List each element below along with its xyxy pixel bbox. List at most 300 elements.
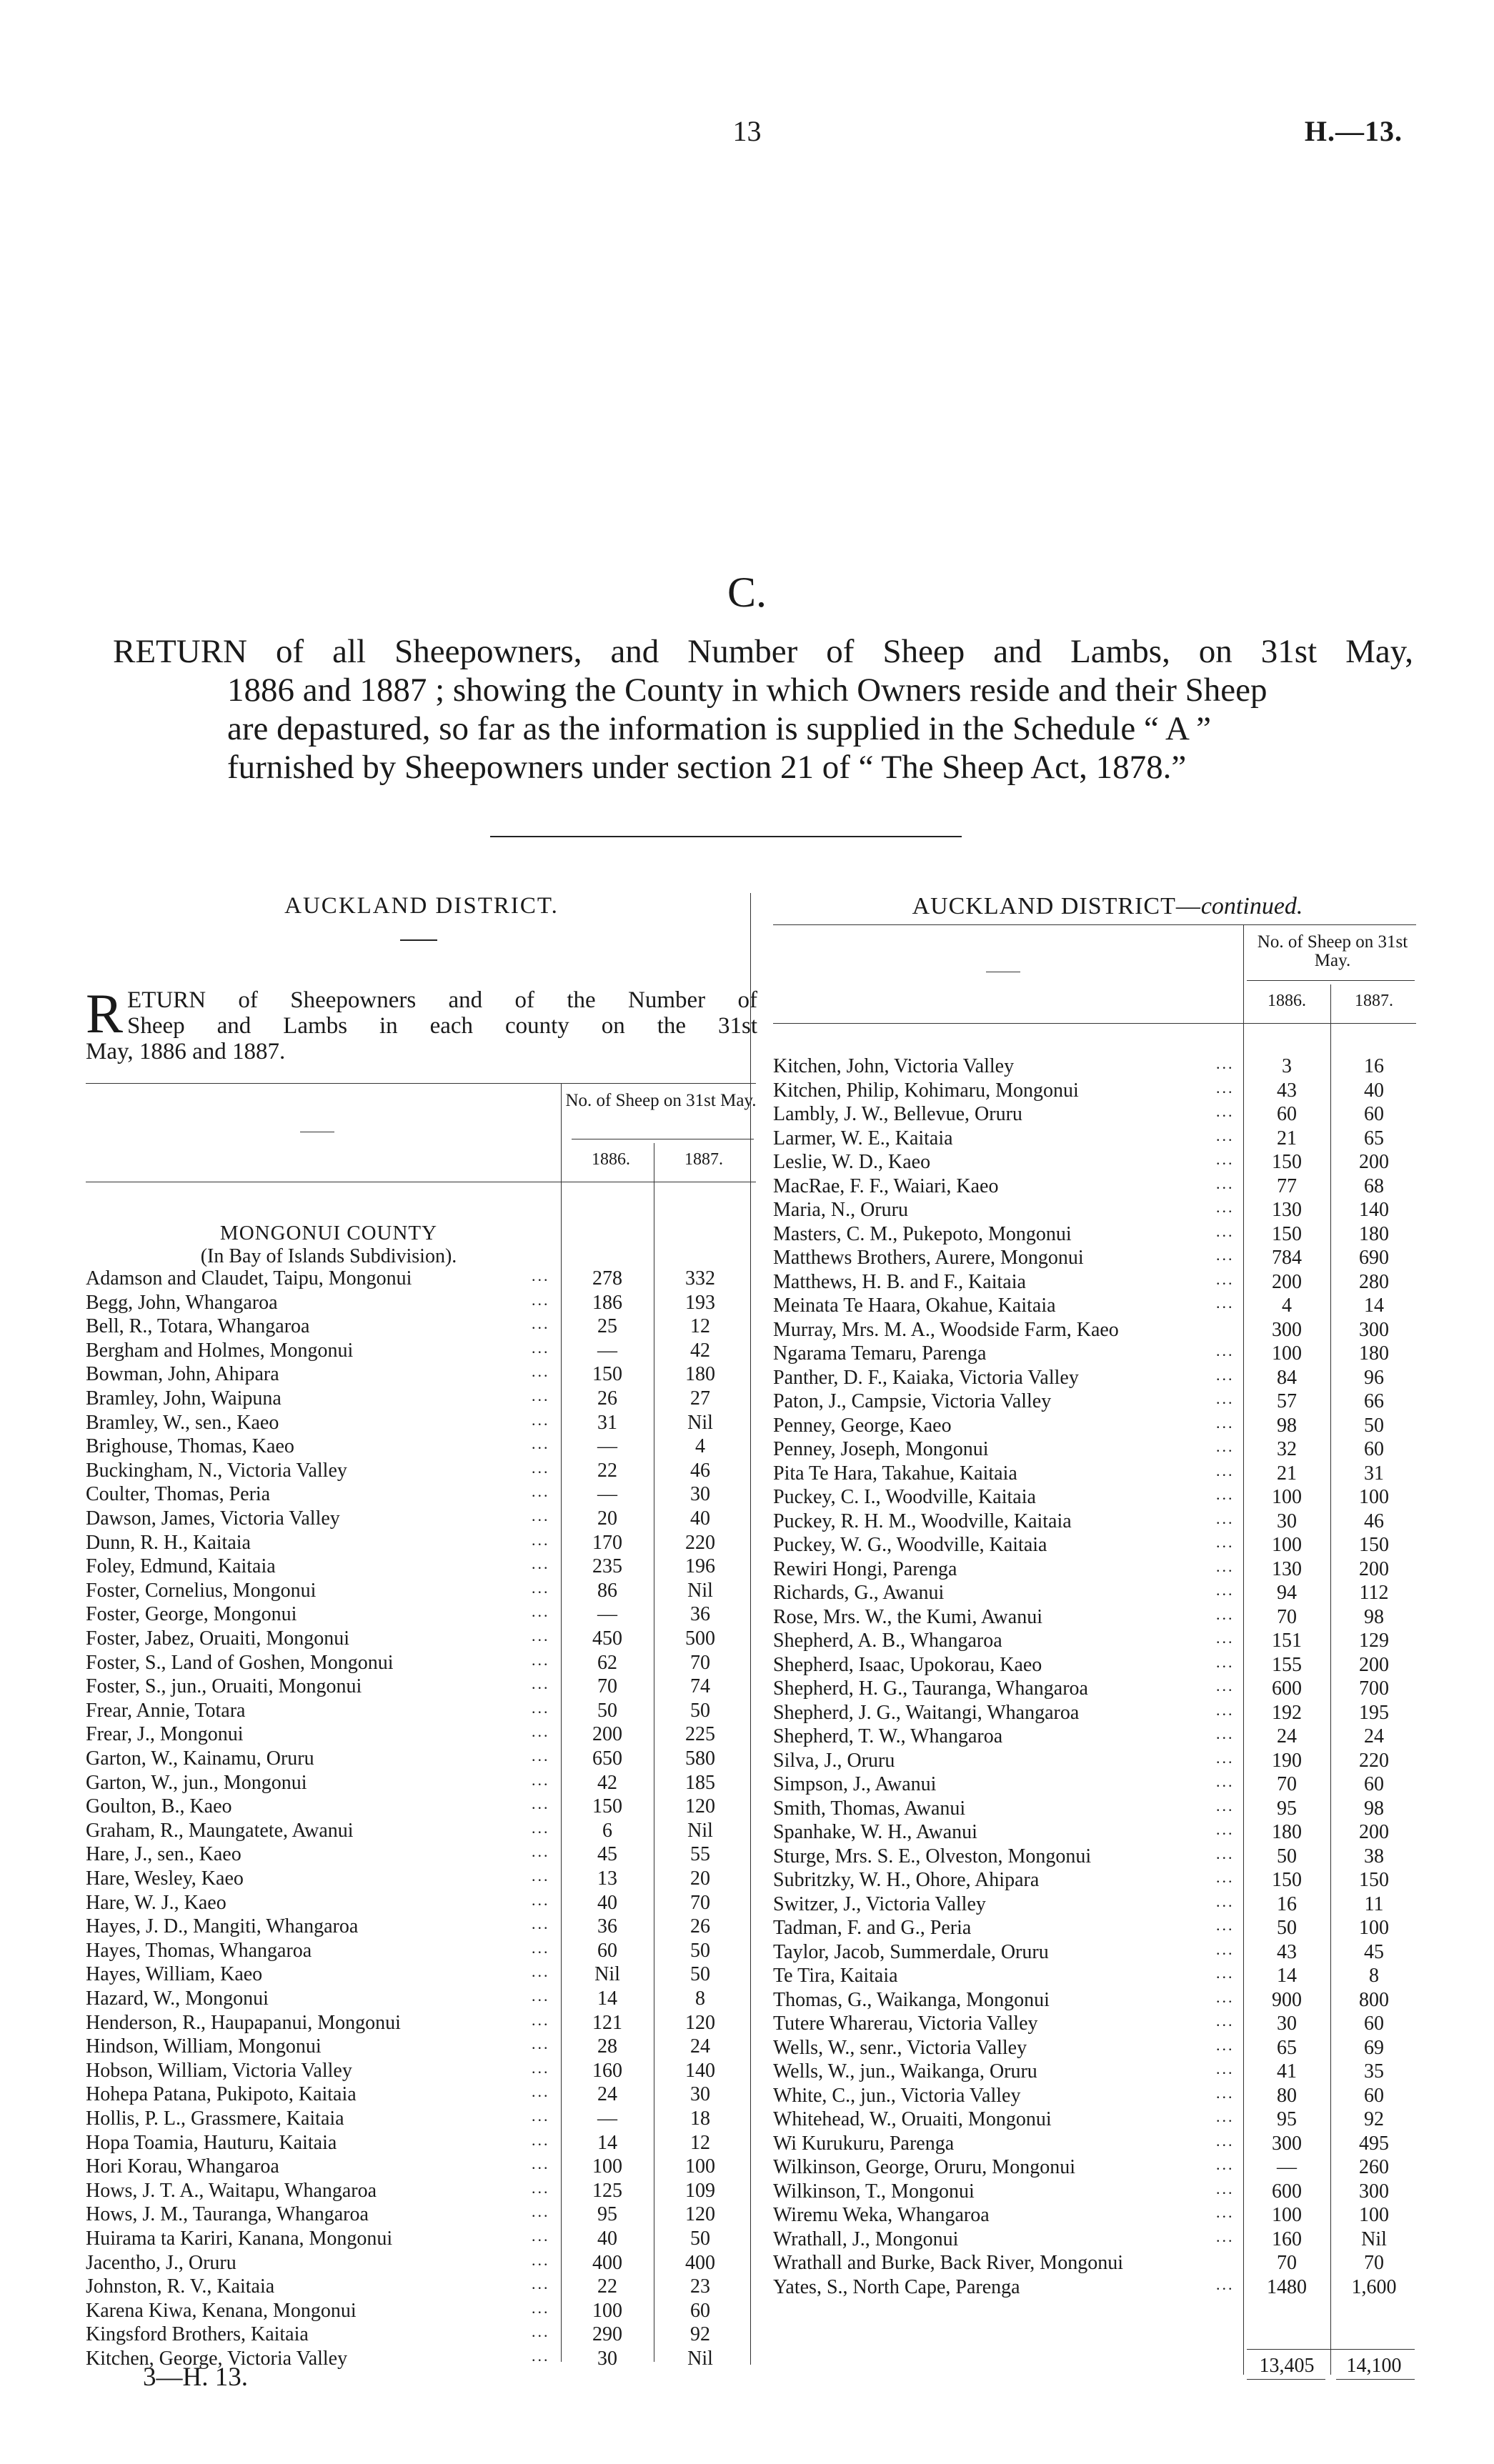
heading-rule bbox=[400, 939, 437, 941]
sheep-1887-value: 220 bbox=[685, 1531, 715, 1554]
table-row bbox=[773, 1390, 1420, 1414]
leader-dots: ... bbox=[1216, 1581, 1235, 1599]
sheep-1886-value: 50 bbox=[1277, 1845, 1297, 1867]
owner-name: Coulter, Thomas, Peria bbox=[86, 1483, 271, 1506]
title-line: are depastured, so far as the information is supplied in the Schedule “ A ” bbox=[227, 710, 1211, 747]
sheep-1886-value: 86 bbox=[597, 1579, 617, 1602]
sheep-1886-value: 130 bbox=[1272, 1199, 1302, 1221]
leader-dots: ... bbox=[1216, 1964, 1235, 1982]
leader-dots: ... bbox=[532, 2178, 550, 2197]
table-row bbox=[86, 1267, 757, 1291]
heading-italic: continued. bbox=[1200, 893, 1303, 919]
intro-line: ETURN of Sheepowners and of the Number of bbox=[127, 987, 757, 1013]
table-row bbox=[773, 1127, 1420, 1151]
sheep-1887-value: 50 bbox=[690, 1963, 710, 1986]
sheep-1887-value: 580 bbox=[685, 1747, 715, 1770]
table-row bbox=[86, 1962, 757, 1987]
sheep-1886-value: 300 bbox=[1272, 2132, 1302, 2155]
sheep-1887-value: 8 bbox=[1369, 1965, 1379, 1987]
owner-name: Hayes, Thomas, Whangaroa bbox=[86, 1939, 312, 1962]
sheep-1887-value: 74 bbox=[690, 1675, 710, 1698]
leader-dots: ... bbox=[532, 2347, 550, 2365]
leader-dots: ... bbox=[532, 1962, 550, 1981]
table-row bbox=[773, 1820, 1420, 1845]
leader-dots: ... bbox=[532, 2035, 550, 2053]
table-row bbox=[773, 1342, 1420, 1366]
table-row bbox=[86, 1387, 757, 1411]
leader-dots: ... bbox=[1216, 1485, 1235, 1503]
owner-name: Shepherd, J. G., Waitangi, Whangaroa bbox=[773, 1701, 1080, 1724]
leader-dots: ... bbox=[1216, 2131, 1235, 2150]
table-row bbox=[86, 1435, 757, 1459]
owner-name: Thomas, G., Waikanga, Mongonui bbox=[773, 1988, 1050, 2011]
table-row bbox=[773, 1079, 1420, 1103]
leader-dots: ... bbox=[532, 1818, 550, 1837]
sheep-1887-value: 60 bbox=[1364, 1438, 1384, 1460]
sheep-1886-value: 77 bbox=[1277, 1174, 1297, 1197]
drop-cap: R bbox=[86, 982, 124, 1044]
sheep-1887-value: 16 bbox=[1364, 1055, 1384, 1077]
sheep-1886-value: 50 bbox=[1277, 1917, 1297, 1939]
table-row bbox=[773, 1222, 1420, 1247]
table-row bbox=[86, 1675, 757, 1699]
owner-name: Hows, J. M., Tauranga, Whangaroa bbox=[86, 2203, 369, 2226]
total-1887: 14,100 bbox=[1346, 2355, 1402, 2377]
sheep-1887-value: 112 bbox=[1359, 1582, 1389, 1604]
owner-name: Foster, Cornelius, Mongonui bbox=[86, 1579, 317, 1602]
title-line: furnished by Sheepowners under section 21 of “ The Sheep Act, 1878.” bbox=[227, 749, 1187, 786]
sheep-1887-value: 140 bbox=[685, 2059, 715, 2082]
table-row bbox=[773, 2155, 1420, 2180]
sheep-1887-value: 120 bbox=[685, 2203, 715, 2226]
owner-name: Graham, R., Maungatete, Awanui bbox=[86, 1819, 354, 1842]
owner-name: Hohepa Patana, Pukipoto, Kaitaia bbox=[86, 2083, 357, 2106]
leader-dots: ... bbox=[1216, 1365, 1235, 1384]
table-row bbox=[86, 1891, 757, 1915]
table-row bbox=[773, 1653, 1420, 1677]
owner-name: Taylor, Jacob, Summerdale, Oruru bbox=[773, 1940, 1049, 1963]
leader-dots: ... bbox=[532, 1555, 550, 1573]
sheep-1886-value: 60 bbox=[1277, 1103, 1297, 1125]
owner-name: Brighouse, Thomas, Kaeo bbox=[86, 1435, 294, 1458]
subdivision-heading: (In Bay of Islands Subdivision). bbox=[200, 1245, 457, 1267]
sheep-1887-value: 300 bbox=[1359, 1318, 1389, 1341]
owner-name: Hobson, William, Victoria Valley bbox=[86, 2059, 352, 2082]
leader-dots: ... bbox=[532, 1987, 550, 2005]
leader-dots: ... bbox=[1216, 1390, 1235, 1407]
sheep-1887-value: 27 bbox=[690, 1387, 710, 1410]
sheep-1886-value: 130 bbox=[1272, 1557, 1302, 1580]
leader-dots: ... bbox=[1216, 1748, 1235, 1767]
owner-name: MacRae, F. F., Waiari, Kaeo bbox=[773, 1174, 999, 1197]
owner-name: Johnston, R. V., Kaitaia bbox=[86, 2275, 275, 2298]
sheep-1886-value: 186 bbox=[592, 1291, 622, 1314]
leader-dots: ... bbox=[1216, 1054, 1235, 1072]
leader-dots: ... bbox=[532, 1602, 550, 1621]
leader-dots: ... bbox=[1216, 1796, 1235, 1815]
sheep-1887-value: 800 bbox=[1359, 1988, 1389, 2011]
sheep-1886-value: 94 bbox=[1277, 1582, 1297, 1604]
sheep-1886-value: 95 bbox=[1277, 2108, 1297, 2130]
owner-name: Panther, D. F., Kaiaka, Victoria Valley bbox=[773, 1366, 1079, 1389]
leader-dots: ... bbox=[1216, 1270, 1235, 1288]
page-number: 13 bbox=[732, 115, 762, 147]
sheep-1886-value: 70 bbox=[597, 1675, 617, 1698]
sheep-1886-value: 155 bbox=[1272, 1653, 1302, 1676]
leader-dots: ... bbox=[1216, 1940, 1235, 1958]
table-row bbox=[86, 1507, 757, 1531]
sheep-1887-value: 46 bbox=[1364, 1510, 1384, 1532]
sheep-1886-value: 43 bbox=[1277, 1940, 1297, 1963]
sheep-1886-value: 151 bbox=[1272, 1630, 1302, 1652]
sheep-1886-value: 290 bbox=[592, 2323, 622, 2346]
sheep-1887-value: 40 bbox=[1364, 1079, 1384, 1102]
left-district-heading: AUCKLAND DISTRICT. bbox=[284, 893, 559, 919]
table-row bbox=[773, 1246, 1420, 1270]
sheep-1887-value: 65 bbox=[1364, 1127, 1384, 1149]
sheep-1886-value: 43 bbox=[1277, 1079, 1297, 1102]
leader-dots: ... bbox=[532, 1627, 550, 1645]
sheep-1887-value: 98 bbox=[1364, 1797, 1384, 1820]
sheep-1887-value: 100 bbox=[1359, 1486, 1389, 1508]
document-code: H.—13. bbox=[1304, 115, 1403, 147]
owner-name: Shepherd, T. W., Whangaroa bbox=[773, 1725, 1003, 1747]
sheep-1886-value: 121 bbox=[592, 2011, 622, 2034]
owner-name: Goulton, B., Kaeo bbox=[86, 1795, 232, 1818]
table-row bbox=[86, 1651, 757, 1675]
owner-name: Whitehead, W., Oruaiti, Mongonui bbox=[773, 2108, 1052, 2130]
sheep-1886-value: 160 bbox=[592, 2059, 622, 2082]
table-row bbox=[86, 1722, 757, 1747]
leader-dots: ... bbox=[1216, 1461, 1235, 1480]
table-row bbox=[86, 2275, 757, 2299]
leader-dots: ... bbox=[1216, 1437, 1235, 1455]
owner-name: Begg, John, Whangaroa bbox=[86, 1291, 278, 1314]
sheep-1886-value: 32 bbox=[1277, 1438, 1297, 1460]
sheep-1886-value: 278 bbox=[592, 1267, 622, 1290]
owner-name: Richards, G., Awanui bbox=[773, 1582, 945, 1604]
sheep-1886-value: 170 bbox=[592, 1531, 622, 1554]
table-row bbox=[773, 2180, 1420, 2204]
table-row bbox=[773, 2108, 1420, 2132]
table-row bbox=[86, 1819, 757, 1843]
table-row bbox=[86, 1867, 757, 1891]
table-row bbox=[773, 1366, 1420, 1390]
table-row bbox=[86, 2131, 757, 2155]
owner-name: Dawson, James, Victoria Valley bbox=[86, 1507, 340, 1530]
sheep-1886-value: 14 bbox=[1277, 1965, 1297, 1987]
table-row bbox=[773, 1462, 1420, 1486]
sheep-1887-value: 200 bbox=[1359, 1653, 1389, 1676]
sheep-1887-value: 200 bbox=[1359, 1557, 1389, 1580]
leader-dots: ... bbox=[532, 1578, 550, 1597]
sheep-1887-value: 8 bbox=[695, 1987, 705, 2010]
table-row bbox=[86, 1842, 757, 1867]
owner-name: Wilkinson, T., Mongonui bbox=[773, 2180, 975, 2203]
table-top-rule bbox=[86, 1083, 756, 1084]
sheep-1887-value: 18 bbox=[690, 2108, 710, 2130]
leader-dots: ... bbox=[532, 1747, 550, 1765]
owner-name: Rewiri Hongi, Parenga bbox=[773, 1557, 957, 1580]
owner-name: Adamson and Claudet, Taipu, Mongonui bbox=[86, 1267, 412, 1290]
owner-name: Rose, Mrs. W., the Kumi, Awanui bbox=[773, 1605, 1042, 1628]
table-row bbox=[86, 2011, 757, 2035]
table-row bbox=[773, 1749, 1420, 1773]
sheep-1887-value: 70 bbox=[1364, 2252, 1384, 2274]
leader-dots: ... bbox=[532, 2083, 550, 2101]
table-row bbox=[773, 1318, 1420, 1342]
table-row bbox=[86, 2203, 757, 2227]
owner-name: Puckey, C. I., Woodville, Kaitaia bbox=[773, 1486, 1036, 1508]
sheep-1887-value: 35 bbox=[1364, 2060, 1384, 2083]
owner-name: Foster, S., jun., Oruaiti, Mongonui bbox=[86, 1675, 362, 1698]
leader-dots: ... bbox=[1216, 1629, 1235, 1647]
leader-dots: ... bbox=[1216, 2012, 1235, 2030]
leader-dots: ... bbox=[1216, 1222, 1235, 1240]
sheep-1886-value: 84 bbox=[1277, 1366, 1297, 1389]
owner-name: Hare, Wesley, Kaeo bbox=[86, 1867, 244, 1890]
leader-dots: ... bbox=[1216, 1700, 1235, 1719]
sheep-1887-value: 92 bbox=[690, 2323, 710, 2346]
sheep-1886-value: 16 bbox=[1277, 1892, 1297, 1915]
sheep-1887-value: 109 bbox=[685, 2179, 715, 2202]
owner-name: Tadman, F. and G., Peria bbox=[773, 1917, 972, 1939]
title-line: RETURN of all Sheepowners, and Number of Sheep and Lambs, on 31st May, bbox=[113, 633, 1413, 670]
leader-dots: ... bbox=[1216, 1174, 1235, 1192]
sheep-1887-value: 70 bbox=[690, 1651, 710, 1674]
table-row bbox=[86, 1602, 757, 1627]
year-1887-header: 1887. bbox=[1355, 992, 1393, 1010]
table-row bbox=[773, 1150, 1420, 1174]
table-row bbox=[86, 1699, 757, 1723]
table-row bbox=[773, 1845, 1420, 1869]
sheep-1886-value: 30 bbox=[597, 2348, 617, 2370]
sheep-count-header: No. of Sheep on 31st May. bbox=[565, 1091, 757, 1110]
sheep-1886-value: 650 bbox=[592, 1747, 622, 1770]
table-row bbox=[773, 1581, 1420, 1605]
owner-name: Garton, W., jun., Mongonui bbox=[86, 1771, 307, 1794]
sheep-1887-value: 220 bbox=[1359, 1749, 1389, 1772]
owner-name: Shepherd, A. B., Whangaroa bbox=[773, 1630, 1002, 1652]
owner-name: Hori Korau, Whangaroa bbox=[86, 2155, 279, 2178]
sheep-1887-value: 500 bbox=[685, 1627, 715, 1650]
table-row bbox=[86, 1339, 757, 1363]
table-row bbox=[773, 1916, 1420, 1940]
intro-line: Sheep and Lambs in each county on the 31st bbox=[127, 1013, 757, 1039]
table-row bbox=[86, 1915, 757, 1939]
leader-dots: ... bbox=[532, 1435, 550, 1453]
table-row bbox=[86, 1411, 757, 1435]
sheep-1886-value: 95 bbox=[597, 2203, 617, 2226]
table-row bbox=[773, 1270, 1420, 1295]
table-row bbox=[773, 1510, 1420, 1534]
total-underline bbox=[1247, 2379, 1325, 2380]
sheep-1886-value: 1480 bbox=[1267, 2275, 1307, 2298]
owner-name: Henderson, R., Haupapanui, Mongonui bbox=[86, 2011, 401, 2034]
owner-name: Te Tira, Kaitaia bbox=[773, 1965, 898, 1987]
page-footer: 3—H. 13. bbox=[143, 2363, 248, 2392]
year-1887-header: 1887. bbox=[684, 1150, 723, 1169]
leader-dots: ... bbox=[1216, 2179, 1235, 2198]
sheep-1887-value: 30 bbox=[690, 1483, 710, 1506]
table-row bbox=[86, 1939, 757, 1963]
owner-name: Kitchen, John, Victoria Valley bbox=[773, 1055, 1015, 1077]
sheep-1887-value: 30 bbox=[690, 2083, 710, 2106]
leader-dots: ... bbox=[532, 1387, 550, 1405]
sheep-1887-value: 100 bbox=[1359, 1917, 1389, 1939]
leader-dots: ... bbox=[1216, 1605, 1235, 1623]
owner-name: Hollis, P. L., Grassmere, Kaitaia bbox=[86, 2108, 344, 2130]
table-row bbox=[773, 1725, 1420, 1749]
sheep-1887-value: 4 bbox=[695, 1435, 705, 1458]
sheep-1886-value: 26 bbox=[597, 1387, 617, 1410]
sheep-1886-value: 100 bbox=[592, 2155, 622, 2178]
sheep-1886-value: 70 bbox=[1277, 1773, 1297, 1795]
leader-dots: ... bbox=[532, 1410, 550, 1429]
leader-dots: ... bbox=[1216, 1198, 1235, 1216]
sheep-1887-value: 31 bbox=[1364, 1462, 1384, 1485]
sheep-1887-value: 140 bbox=[1359, 1199, 1389, 1221]
table-row bbox=[86, 1627, 757, 1651]
leader-dots: ... bbox=[532, 1867, 550, 1885]
sheep-1886-value: 21 bbox=[1277, 1462, 1297, 1485]
table-row bbox=[773, 2203, 1420, 2228]
leader-dots: ... bbox=[532, 1315, 550, 1333]
owner-name: Maria, N., Oruru bbox=[773, 1199, 908, 1221]
sheep-1886-value: 235 bbox=[592, 1555, 622, 1578]
sheep-1886-value: — bbox=[597, 1483, 617, 1506]
leader-dots: ... bbox=[532, 2298, 550, 2317]
owner-name: Wi Kurukuru, Parenga bbox=[773, 2132, 955, 2155]
table-row bbox=[86, 2155, 757, 2179]
owner-name: Hazard, W., Mongonui bbox=[86, 1987, 269, 2010]
sheep-1886-value: 36 bbox=[597, 1915, 617, 1938]
owner-name: Wrathall and Burke, Back River, Mongonui bbox=[773, 2252, 1123, 2274]
table-row bbox=[773, 2132, 1420, 2156]
owner-name: Masters, C. M., Pukepoto, Mongonui bbox=[773, 1222, 1072, 1245]
owner-name: Shepherd, H. G., Tauranga, Whangaroa bbox=[773, 1677, 1088, 1700]
sheep-1886-value: — bbox=[597, 1339, 617, 1362]
sheep-1887-value: 495 bbox=[1359, 2132, 1389, 2155]
leader-dots: ... bbox=[1216, 2060, 1235, 2078]
sheep-1887-value: Nil bbox=[687, 1411, 713, 1434]
sheep-1886-value: 40 bbox=[597, 2228, 617, 2250]
intro-line: May, 1886 and 1887. bbox=[86, 1039, 286, 1064]
sheep-1887-value: 129 bbox=[1359, 1630, 1389, 1652]
sheep-1887-value: 26 bbox=[690, 1915, 710, 1938]
sheep-1887-value: 98 bbox=[1364, 1605, 1384, 1628]
table-row bbox=[86, 1747, 757, 1771]
table-row bbox=[86, 1362, 757, 1387]
owner-name: Matthews Brothers, Aurere, Mongonui bbox=[773, 1247, 1084, 1269]
table-top-rule bbox=[773, 924, 1416, 925]
sheep-1887-value: 700 bbox=[1359, 1677, 1389, 1700]
sheep-1886-value: 450 bbox=[592, 1627, 622, 1650]
sheep-1886-value: 25 bbox=[597, 1315, 617, 1338]
sheep-1887-value: 45 bbox=[1364, 1940, 1384, 1963]
leader-dots: ... bbox=[532, 1458, 550, 1477]
leader-dots: ... bbox=[1216, 2275, 1235, 2293]
owner-name: Foster, S., Land of Goshen, Mongonui bbox=[86, 1651, 394, 1674]
sheep-1886-value: Nil bbox=[594, 1963, 620, 1986]
sheep-1886-value: 100 bbox=[1272, 1534, 1302, 1556]
sheep-1887-value: 12 bbox=[690, 1315, 710, 1338]
table-row bbox=[773, 1964, 1420, 1988]
table-row bbox=[86, 2227, 757, 2251]
owner-name: Simpson, J., Awanui bbox=[773, 1773, 937, 1795]
sheep-1886-value: 42 bbox=[597, 1771, 617, 1794]
leader-dots: ... bbox=[1216, 1078, 1235, 1097]
sheep-1886-value: 400 bbox=[592, 2251, 622, 2274]
sheep-1887-value: 50 bbox=[1364, 1414, 1384, 1437]
leader-dots: ... bbox=[1216, 2035, 1235, 2054]
sheep-1887-value: 100 bbox=[685, 2155, 715, 2178]
sheep-1886-value: 150 bbox=[592, 1795, 622, 1818]
sheep-1887-value: Nil bbox=[687, 1579, 713, 1602]
leader-dots: ... bbox=[1216, 1652, 1235, 1671]
intro-paragraph bbox=[86, 982, 757, 1064]
document-title bbox=[113, 632, 1413, 787]
sheep-1887-value: 11 bbox=[1364, 1892, 1384, 1915]
table-row bbox=[773, 1605, 1420, 1630]
owner-name: Hayes, William, Kaeo bbox=[86, 1963, 263, 1986]
sheep-1887-value: 180 bbox=[685, 1363, 715, 1386]
total-1886: 13,405 bbox=[1259, 2355, 1315, 2377]
leader-dots: ... bbox=[532, 2058, 550, 2077]
sheep-1886-value: — bbox=[597, 2108, 617, 2130]
owner-name: Kingsford Brothers, Kaitaia bbox=[86, 2323, 309, 2346]
sheep-1886-value: 6 bbox=[602, 1819, 612, 1842]
sheep-1887-value: 185 bbox=[685, 1771, 715, 1794]
owner-name: Bramley, John, Waipuna bbox=[86, 1387, 282, 1410]
owner-name: Hare, W. J., Kaeo bbox=[86, 1891, 226, 1914]
sheep-1887-value: 60 bbox=[1364, 1103, 1384, 1125]
leader-dots: ... bbox=[1216, 1509, 1235, 1527]
table-row bbox=[773, 2036, 1420, 2060]
leader-dots: ... bbox=[532, 1722, 550, 1741]
table-row bbox=[773, 2012, 1420, 2036]
leader-dots: ... bbox=[1216, 1294, 1235, 1312]
sheep-1887-value: 400 bbox=[685, 2251, 715, 2274]
sheep-1887-value: 260 bbox=[1359, 2156, 1389, 2178]
owner-name: Dunn, R. H., Kaitaia bbox=[86, 1531, 251, 1554]
table-row bbox=[86, 2323, 757, 2347]
sheep-1886-value: 62 bbox=[597, 1651, 617, 1674]
leader-dots: ... bbox=[532, 1530, 550, 1549]
leader-dots: ... bbox=[532, 2203, 550, 2221]
leader-dots: ... bbox=[1216, 2203, 1235, 2221]
sheep-1887-value: 200 bbox=[1359, 1151, 1389, 1173]
sheep-1887-value: 120 bbox=[685, 2011, 715, 2034]
table-row bbox=[773, 2251, 1420, 2275]
leader-dots: ... bbox=[532, 2130, 550, 2149]
leader-dots: ... bbox=[1216, 1772, 1235, 1790]
sheep-1886-value: — bbox=[1277, 2156, 1297, 2178]
sheep-1886-value: 30 bbox=[1277, 1510, 1297, 1532]
total-rule bbox=[1247, 2349, 1415, 2350]
leader-dots: ... bbox=[1216, 1987, 1235, 2006]
owner-name: Foley, Edmund, Kaitaia bbox=[86, 1555, 276, 1578]
leader-dots: ... bbox=[532, 1915, 550, 1933]
sheep-1887-value: 195 bbox=[1359, 1701, 1389, 1724]
table-row bbox=[773, 2228, 1420, 2252]
table-row bbox=[773, 1198, 1420, 1222]
table-row bbox=[86, 1795, 757, 1819]
sheep-1887-value: 120 bbox=[685, 1795, 715, 1818]
county-heading: MONGONUI COUNTY bbox=[219, 1222, 438, 1245]
table-row bbox=[86, 2251, 757, 2275]
sheep-1887-value: 196 bbox=[685, 1555, 715, 1578]
